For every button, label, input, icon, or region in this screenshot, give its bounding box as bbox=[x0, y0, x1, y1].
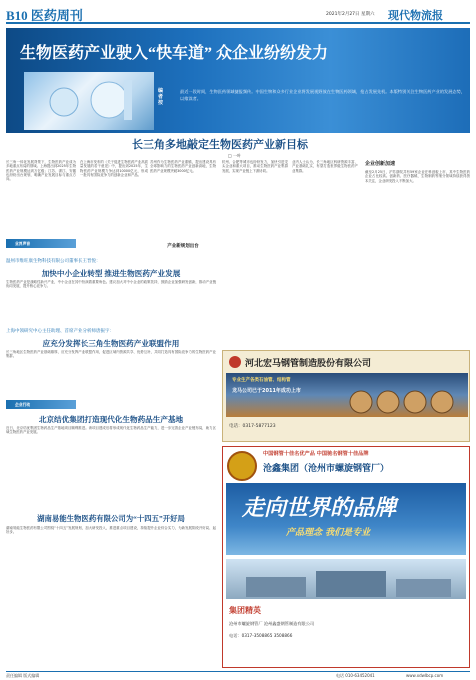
article2-body: 生物医药产业是战略性新兴产业，中小企业在其中扮演着重要角色。建议加大对中小企业的政策扶持，鼓励企业加强研发创新，推动产业链协同发展，提升核心竞争力。 bbox=[6, 280, 216, 289]
lead-subhead: 产业新规划出台 bbox=[167, 244, 199, 249]
hero-lead: 最近一段时间，生物医药领域捷报频传。中国生物和众多行业企业将发展视野放在生物医药领域，抢占发展先机。本版特别关注生物医药产业的发展态势，以飨读者。 bbox=[180, 89, 465, 101]
lead-byline: □ 一叶 bbox=[228, 153, 242, 158]
editor-note-tag: 编者按 bbox=[158, 88, 164, 106]
cangxin-top: 中国钢管十佳名优产品 中国驰名钢管十佳品牌 bbox=[263, 451, 369, 457]
section-action-label: 企业行动 bbox=[15, 402, 31, 407]
footer bbox=[6, 671, 470, 679]
lead-headline: 长三角多地敲定生物医药产业新目标 bbox=[132, 139, 308, 151]
hongma-company: 河北宏马钢管制造股份有限公司 bbox=[245, 358, 372, 368]
footer-left: 责任编辑 版式编辑 bbox=[6, 673, 40, 678]
cangxin-company: 沧鑫集团（沧州市螺旋钢管厂） bbox=[263, 463, 390, 473]
hongma-line2: 龙马公司已于2011年成功上市 bbox=[232, 388, 301, 394]
footer-center: 电话 010-63452041 bbox=[336, 673, 375, 678]
cangxin-plant bbox=[226, 559, 466, 599]
hero-title: 生物医药产业驶入“快车道” 众企业纷纷发力 bbox=[20, 45, 329, 62]
ad-hongma bbox=[222, 350, 470, 442]
steel-pipes-icon bbox=[346, 389, 466, 415]
article3-headline: 应充分发挥长三角生物医药产业联盟作用 bbox=[42, 339, 180, 348]
lab-flask-icon bbox=[24, 72, 154, 130]
article5-headline: 湖南易能生物医药有限公司为“十四五”开好局 bbox=[37, 514, 185, 523]
hongma-photo bbox=[226, 373, 468, 417]
footer-right: www.xdwlbcp.com bbox=[406, 673, 444, 678]
hongma-phone: 电话：0317-5877123 bbox=[229, 424, 276, 429]
section-news-bar bbox=[6, 239, 76, 248]
section-news-label: 业界声音 bbox=[15, 241, 31, 246]
ad-cangxin bbox=[222, 446, 470, 668]
article3-kicker: 上海中领研究中心主任助理、首席产业分析师唐振宇： bbox=[6, 329, 114, 334]
article2-kicker: 温州市维旺康生物科技有限公司董事长王晋悦： bbox=[6, 259, 101, 264]
article4-body: 近日，北京结优集团生物药品生产基地项目顺利推进。该项目建成后将形成现代化生物药品生产能力，进一步完善企业产业链布局，助力区域生物医药产业发展。 bbox=[6, 426, 216, 435]
cangxin-phone: 电话：0317-3508865 3508866 bbox=[229, 633, 293, 638]
cangxin-sub: 产品理念 我们是专业 bbox=[286, 528, 371, 538]
hero-photo bbox=[24, 72, 154, 130]
hongma-logo bbox=[229, 356, 241, 368]
cangxin-slogan: 走向世界的品牌 bbox=[242, 495, 397, 520]
factory-icon bbox=[226, 559, 466, 599]
section-action-bar bbox=[6, 400, 76, 409]
hero-banner bbox=[6, 28, 470, 133]
article5-body: 湖南易能生物医药有限公司围绕“十四五”发展规划，加大研发投入，推进重点项目建设，持续提升企业综合实力，为新发展阶段开好局、起好步。 bbox=[6, 526, 216, 535]
article4-headline: 北京结优集团打造现代化生物药品生产基地 bbox=[38, 415, 184, 424]
lead-col-2: 在上海市发布的《关于促进生物医药产业高质量发展的若干意见》中，提出到2025年，生物医药产业规模力争达到10000亿元，形成一批具有国际竞争力的创新企业和产品。 bbox=[80, 160, 148, 177]
lead-col-4: 杭州、合肥等城市也纷纷发力，加快引进龙头企业和重大项目，推动生物医药产业集群发展，实现产业链上下游协同。 bbox=[222, 160, 288, 173]
section-label: B10 医药周刊 bbox=[6, 8, 83, 23]
lead-col-1: 长三角一体化发展背景下，生物医药产业成为多地重点布局的领域。上海提出到2025年生物医药产业规模达到万亿级；江苏、浙江、安徽也纷纷出台规划，明确产业发展目标与重点方向。 bbox=[6, 160, 76, 182]
lead-col-3: 苏州作为生物医药产业重镇，提出建设具有全球影响力的生物医药产业创新高地，生物医药产业规模突破3000亿元。 bbox=[150, 160, 216, 173]
article3-body: 长三角地区生物医药产业基础雄厚，应充分发挥产业联盟作用，促进区域内资源共享、优势互补，共同打造具有国际竞争力的生物医药产业集群。 bbox=[6, 350, 216, 359]
sidebar-intro-label: 企业创新加速 bbox=[365, 161, 396, 167]
cangxin-logo bbox=[227, 451, 257, 481]
issue-date: 2021年2月27日 星期六 bbox=[326, 12, 375, 17]
lead-col-5: 业内人士认为，长三角地区科研资源丰富、产业基础扎实，有望打造世界级生物医药产业集群。 bbox=[292, 160, 358, 173]
hongma-line1: 专业生产各类石油管、结构管 bbox=[232, 378, 291, 383]
brand-logo: 现代物流报 bbox=[388, 9, 443, 22]
cangxin-bottom-brand: 集团精英 bbox=[229, 606, 261, 615]
article2-headline: 加快中小企业转型 推进生物医药产业发展 bbox=[41, 269, 181, 278]
masthead bbox=[6, 5, 470, 24]
cangxin-bottom: 沧州市螺旋钢管厂 沧州鑫盛钢管制造有限公司 bbox=[229, 621, 315, 626]
cangxin-banner bbox=[226, 483, 466, 555]
sidebar-intro-body: 截至2月25日，沪苏浙皖共有59家企业在科创板上市，其中生物医药企业占比较高。创新药、医疗器械、生物制药等细分领域持续获得资本关注，企业研发投入不断加大。 bbox=[365, 170, 470, 183]
